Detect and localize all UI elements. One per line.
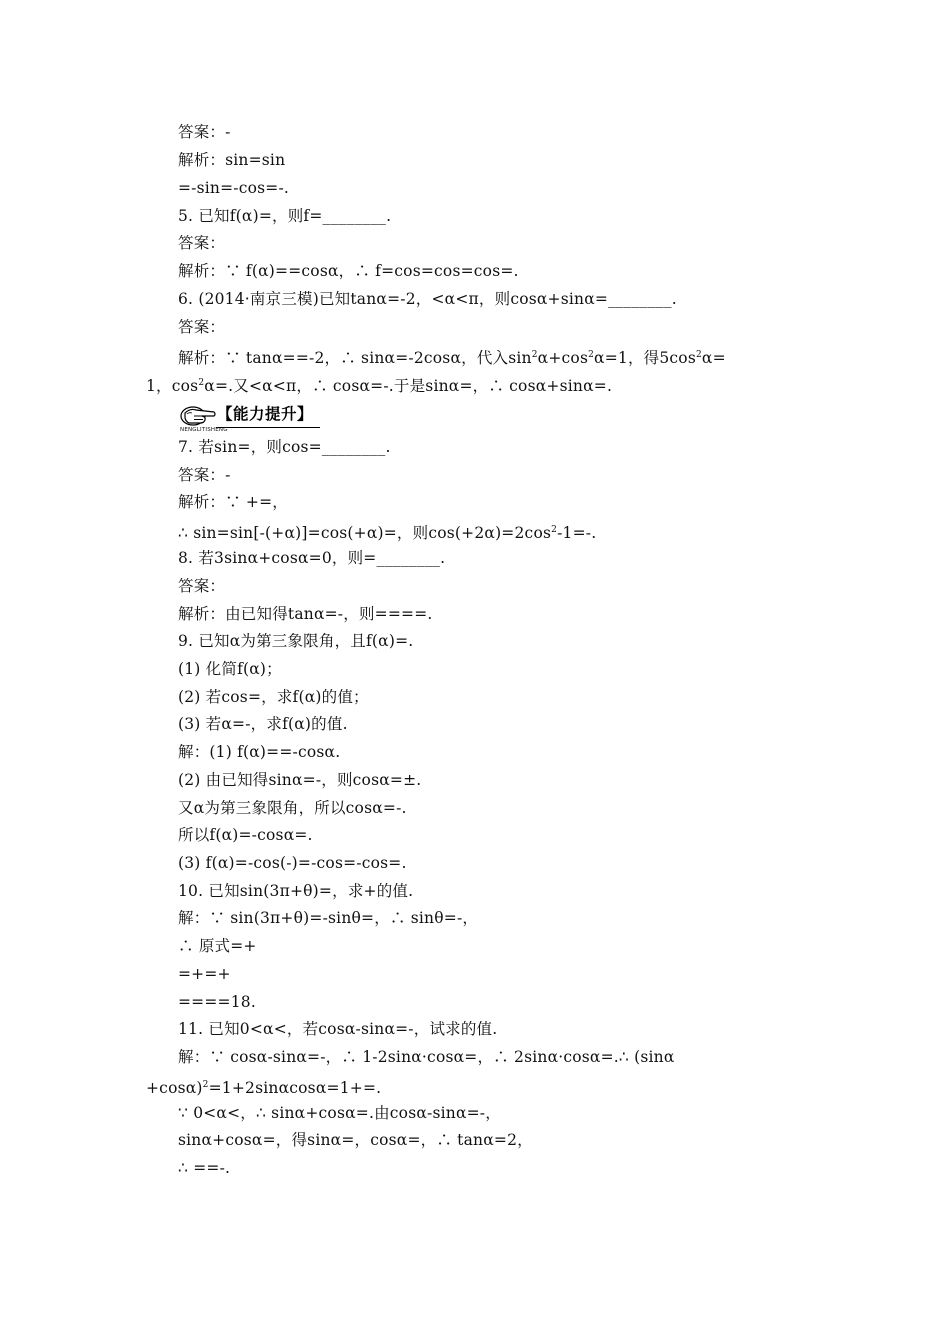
text-line: 1，$\cos^2\alpha=$.又<α<π，∴ cosα=-.于是sinα=，∴ cosα+sinα=.: [146, 377, 613, 395]
text-line: (1) 化简f(α)；: [178, 660, 282, 678]
text-line: 答案：-: [178, 466, 231, 484]
section-banner: [180, 403, 322, 433]
text-line: 解析：∵ +=，: [178, 493, 289, 511]
text-line: (2) 若cos=，求f(α)的值；: [178, 688, 369, 706]
superscript-two: 2: [198, 378, 205, 388]
text-line: ====18.: [178, 993, 256, 1011]
text-line: 解：∵ cosα-sinα=-，∴ 1-2sinα·cosα=，∴ 2sinα·cosα=.∴ (sinα: [178, 1048, 675, 1066]
text-line: ∴ sin=sin[-(+α)]=cos(+α)=，则$\cos(+2\alpha)=2\cos^2-1=-$.: [178, 524, 597, 542]
text-line: 解析：∵ f(α)==cosα，∴ f=cos=cos=cos=.: [178, 262, 519, 280]
text-line: sinα+cosα=，得sinα=，cosα=，∴ tanα=2，: [178, 1131, 533, 1149]
superscript-two: 2: [588, 350, 595, 360]
text-line: (3) f(α)=-cos(-)=-cos=-cos=.: [178, 854, 407, 872]
question-6: 6. (2014·南京三模)已知tanα=-2，<α<π，则cosα+sinα=________.: [178, 290, 677, 308]
superscript-two: 2: [531, 350, 538, 360]
question-7: 7. 若sin=，则cos=________.: [178, 438, 391, 456]
section-title: 【能力提升】: [217, 405, 314, 423]
question-9: 9. 已知α为第三象限角，且f(α)=.: [178, 632, 414, 650]
section-divider: [216, 427, 320, 428]
text-line: 解析：∵ tanα==-2，∴ sinα=-2cosα，代入$\sin^2\alpha+\cos^2\alpha=1$，得$5\cos^2\alpha=$: [178, 349, 726, 367]
pointing-hand-icon: [180, 405, 218, 427]
text-line: 答案：: [178, 234, 226, 252]
text-line: 答案：-: [178, 123, 231, 141]
question-5: 5. 已知f(α)=，则f=________.: [178, 207, 392, 225]
text-line: 解：∵ sin(3π+θ)=-sinθ=，∴ sinθ=-，: [178, 909, 479, 927]
text-line: 解析：由已知得tanα=-，则====.: [178, 605, 433, 623]
text-line: ∵ 0<α<，∴ sinα+cosα=.由cosα-sinα=-，: [178, 1104, 501, 1122]
text-line: +cosα)$^2$=1+2sinαcosα=1+=.: [146, 1079, 382, 1097]
superscript-two: 2: [202, 1080, 209, 1090]
question-8: 8. 若3sinα+cosα=0，则=________.: [178, 549, 446, 567]
question-10: 10. 已知sin(3π+θ)=，求+的值.: [178, 882, 414, 900]
text-line: ∴ ==-.: [178, 1159, 231, 1177]
superscript-two: 2: [551, 525, 558, 535]
text-line: 答案：: [178, 318, 226, 336]
text-line: (2) 由已知得sinα=-，则cosα=±.: [178, 771, 422, 789]
text-line: (3) 若α=-，求f(α)的值.: [178, 715, 348, 733]
text-line: ∴ 原式=+: [178, 937, 257, 955]
question-11: 11. 已知0<α<，若cosα-sinα=-，试求的值.: [178, 1020, 498, 1038]
text-line: 所以f(α)=-cosα=.: [178, 826, 313, 844]
text-line: 解：(1) f(α)==-cosα.: [178, 743, 341, 761]
section-subtitle: NENGLITISHENG: [180, 427, 228, 433]
text-line: =+=+: [178, 965, 231, 983]
text-line: 答案：: [178, 577, 226, 595]
superscript-two: 2: [695, 350, 702, 360]
text-line: =-sin=-cos=-.: [178, 179, 290, 197]
text-line: 又α为第三象限角，所以cosα=-.: [178, 799, 407, 817]
text-line: 解析：sin=sin: [178, 151, 286, 169]
